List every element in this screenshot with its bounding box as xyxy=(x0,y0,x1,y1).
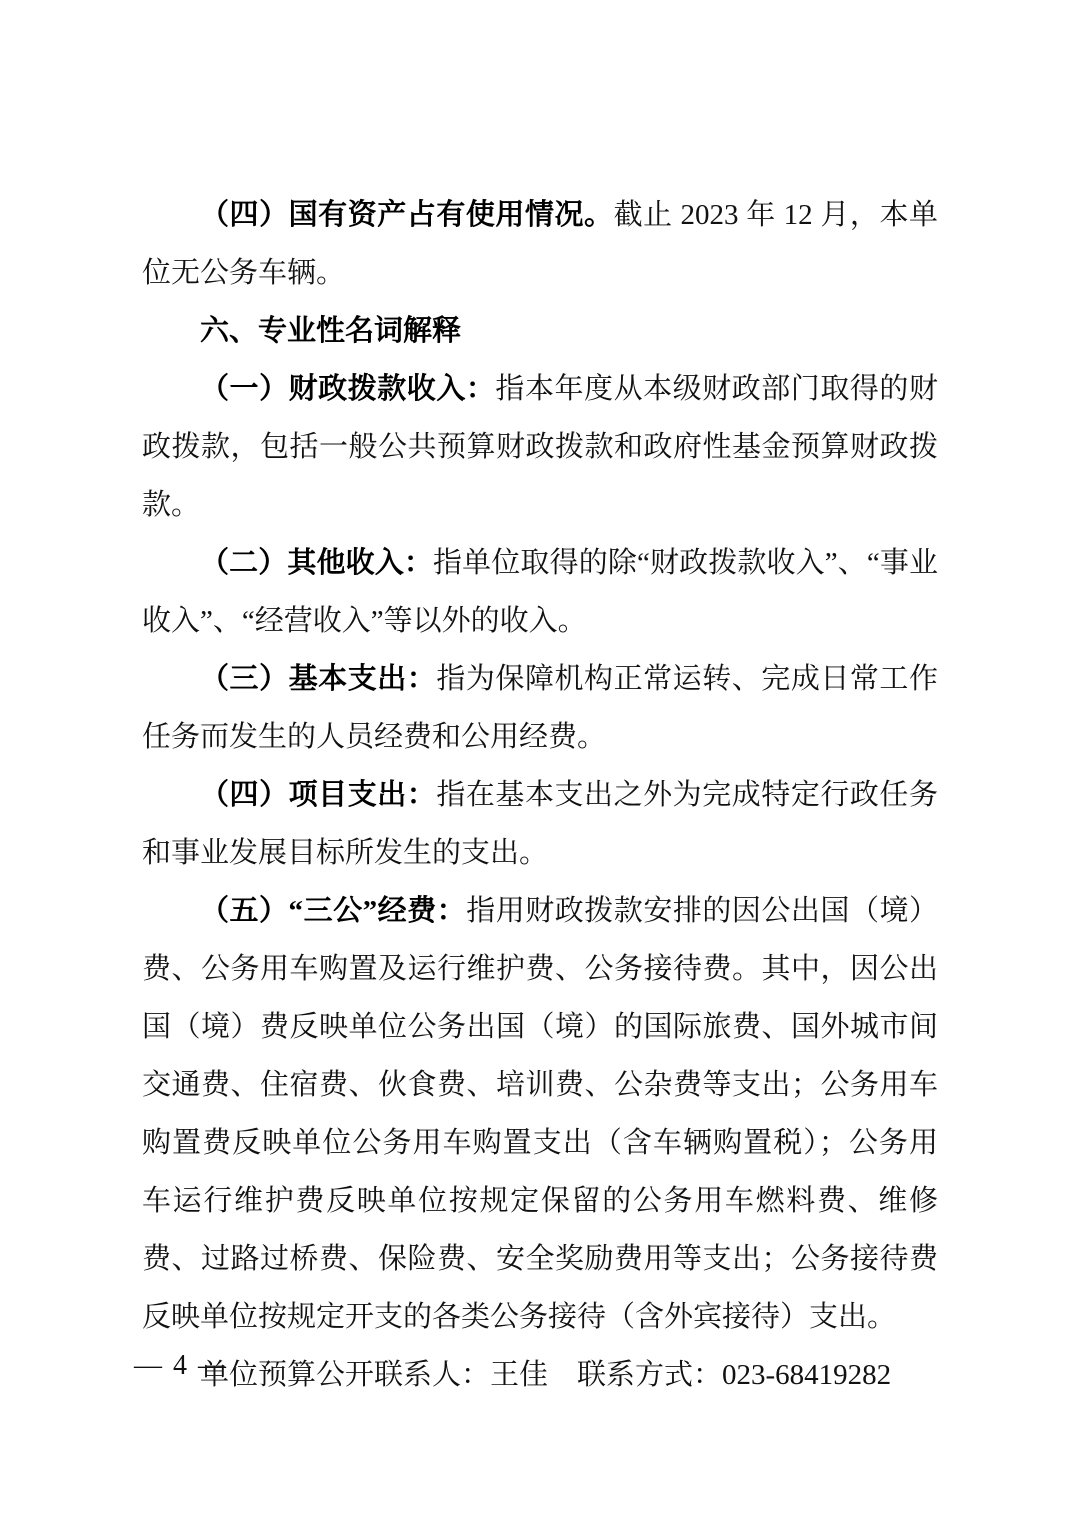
page-number: — 4 — xyxy=(134,1350,228,1381)
para-contact-text: 单位预算公开联系人：王佳 联系方式：023-68419282 xyxy=(200,1359,892,1391)
heading-terms-text: 六、专业性名词解释 xyxy=(200,315,462,347)
para-term-other-income-text: 指单位取得的除“财政拨款收入”、“事业收入”、“经营收入”等以外的收入。 xyxy=(142,547,938,637)
para-term-basic-expenditure xyxy=(142,650,938,766)
para-term-three-public-funds xyxy=(142,882,938,1346)
para-term-three-public-funds-lead: （五）“三公”经费： xyxy=(200,895,467,927)
para-term-other-income xyxy=(142,534,938,650)
para-term-basic-expenditure-text: 指为保障机构正常运转、完成日常工作任务而发生的人员经费和公用经费。 xyxy=(142,663,938,753)
para-term-project-expenditure-text: 指在基本支出之外为完成特定行政任务和事业发展目标所发生的支出。 xyxy=(142,779,938,869)
para-term-project-expenditure xyxy=(142,766,938,882)
para-asset-usage-lead: （四）国有资产占有使用情况。 xyxy=(200,199,614,231)
para-term-fiscal-appropriation-income-text: 指本年度从本级财政部门取得的财政拨款，包括一般公共预算财政拨款和政府性基金预算财政拨款。 xyxy=(142,373,938,521)
para-term-fiscal-appropriation-income xyxy=(142,360,938,534)
para-term-other-income-lead: （二）其他收入： xyxy=(200,547,434,579)
para-asset-usage xyxy=(142,186,938,302)
para-term-basic-expenditure-lead: （三）基本支出： xyxy=(200,663,437,695)
para-term-fiscal-appropriation-income-lead: （一）财政拨款收入： xyxy=(200,373,496,405)
para-contact xyxy=(142,1346,938,1404)
heading-terms xyxy=(142,302,938,360)
para-term-project-expenditure-lead: （四）项目支出： xyxy=(200,779,437,811)
para-term-three-public-funds-text: 指用财政拨款安排的因公出国（境）费、公务用车购置及运行维护费、公务接待费。其中，因公出国（境）费反映单位公务出国（境）的国际旅费、国外城市间交通费、住宿费、伙食费、培训费、公杂费等支出；公务用车购置费反映单位公务用车购置支出（含车辆购置税）；公务用车运行维护费反映单位按规定保留的公务用车燃料费、维修费、过路过桥费、保险费、安全奖励费用等支出；公务接待费反映单位按规定开支的各类公务接待（含外宾接待）支出。 xyxy=(142,895,938,1333)
document-body xyxy=(142,186,938,1404)
para-asset-usage-text: 截止 2023 年 12 月，本单位无公务车辆。 xyxy=(142,199,938,289)
